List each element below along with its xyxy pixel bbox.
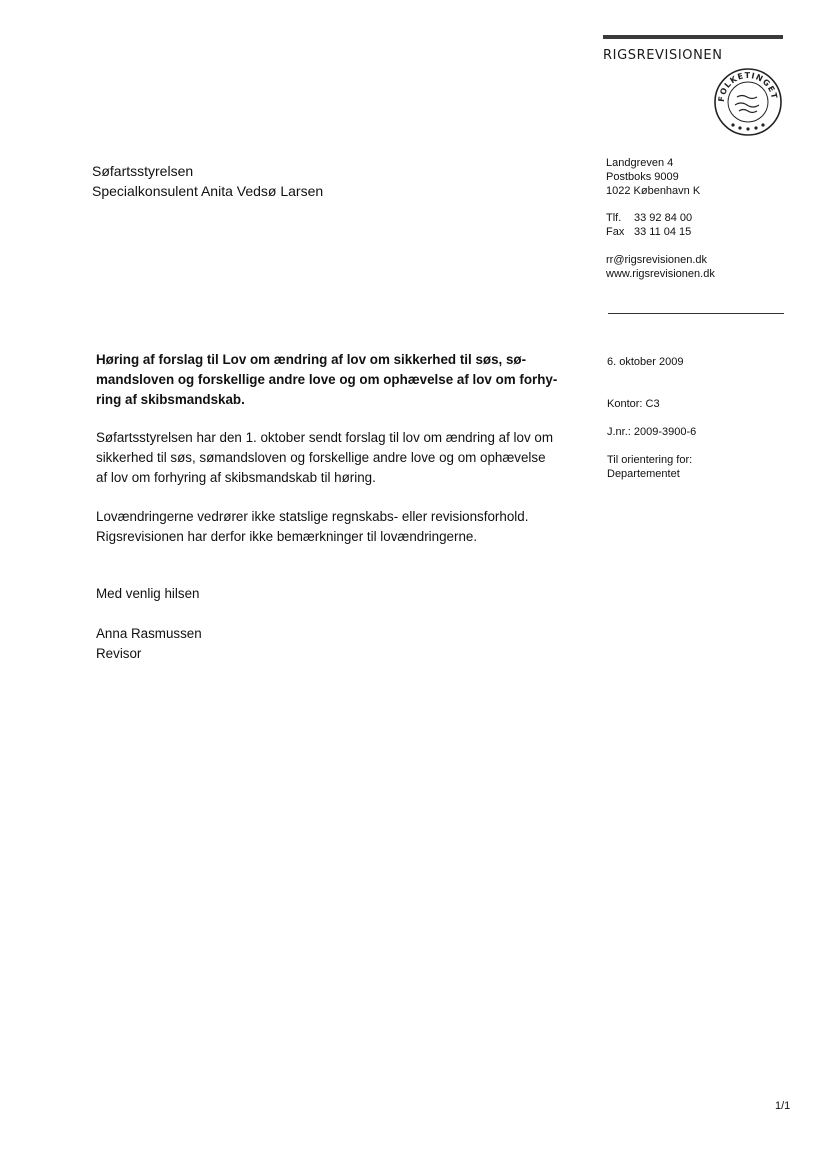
office-reference: Kontor: C3 xyxy=(607,398,660,410)
body-paragraph-1 xyxy=(96,428,586,488)
contact-divider xyxy=(608,313,784,314)
phone-block xyxy=(606,211,692,239)
body-paragraph-2 xyxy=(96,507,586,547)
subject-heading xyxy=(96,350,586,410)
address-street: Landgreven 4 xyxy=(606,157,674,169)
web-block xyxy=(606,253,715,281)
phone-label: Tlf. xyxy=(606,212,622,224)
journal-number: J.nr.: 2009-3900-6 xyxy=(607,426,697,438)
letter-date: 6. oktober 2009 xyxy=(607,356,684,368)
seal-text: FOLKETINGET xyxy=(716,70,779,103)
recipient-block xyxy=(92,161,323,201)
subject-line: Høring af forslag til Lov om ændring af lov om sikkerhed til søs, sø- xyxy=(96,352,527,367)
phone-number: 33 92 84 00 xyxy=(634,212,693,224)
recipient-attention: Specialkonsulent Anita Vedsø Larsen xyxy=(92,183,324,199)
copy-to-value: Departementet xyxy=(607,468,680,480)
organization-name: RIGSREVISIONEN xyxy=(603,48,723,63)
signatory-title: Revisor xyxy=(96,646,142,661)
body-line: Rigsrevisionen har derfor ikke bemærkninger til lovændringerne. xyxy=(96,529,478,544)
fax-number: 33 11 04 15 xyxy=(634,226,692,238)
website: www.rigsrevisionen.dk xyxy=(606,268,715,280)
recipient-name: Søfartsstyrelsen xyxy=(92,163,194,179)
body-line: af lov om forhyring af skibsmandskab til høring. xyxy=(96,470,376,485)
letterhead-rule xyxy=(603,35,783,39)
subject-line: ring af skibsmandskab. xyxy=(96,392,245,407)
address-po-box: Postboks 9009 xyxy=(606,171,679,183)
copy-to-block xyxy=(607,453,692,481)
body-line: Lovændringerne vedrører ikke statslige regnskabs- eller revisionsforhold. xyxy=(96,509,529,524)
page-number: 1/1 xyxy=(775,1100,791,1112)
signatory-name: Anna Rasmussen xyxy=(96,626,202,641)
address-city: 1022 København K xyxy=(606,185,701,197)
body-line: Søfartsstyrelsen har den 1. oktober sendt forslag til lov om ændring af lov om xyxy=(96,430,553,445)
closing-salutation: Med venlig hilsen xyxy=(96,586,200,601)
email-address: rr@rigsrevisionen.dk xyxy=(606,254,708,266)
body-line: sikkerhed til søs, sømandsloven og forskellige andre love og om ophævelse xyxy=(96,450,546,465)
subject-line: mandsloven og forskellige andre love og om ophævelse af lov om forhy- xyxy=(96,372,558,387)
signature-block xyxy=(96,624,202,664)
fax-label: Fax xyxy=(606,226,625,238)
copy-to-label: Til orientering for: xyxy=(607,454,693,466)
address-block xyxy=(606,156,700,198)
folketinget-seal xyxy=(713,67,783,137)
